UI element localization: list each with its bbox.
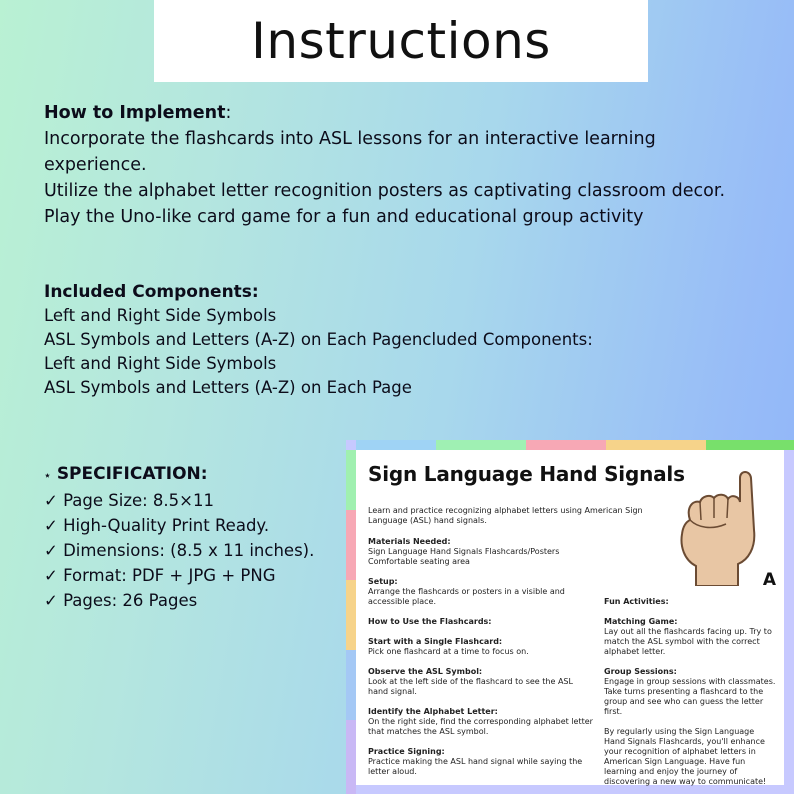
spec-item-format: ✓ Format: PDF + JPG + PNG (44, 566, 276, 585)
flashcard-page (356, 450, 784, 785)
setup-heading: Setup: (368, 577, 398, 586)
frame-stripe (346, 580, 356, 650)
frame-stripe (606, 440, 706, 450)
specification-section (44, 462, 344, 613)
implement-heading-colon: : (225, 103, 232, 123)
included-components-section (44, 280, 784, 400)
identify-block (368, 707, 593, 737)
frame-stripe (526, 440, 606, 450)
specification-heading-line (44, 462, 344, 488)
materials-heading: Materials Needed: (368, 537, 451, 546)
frame-stripe (356, 440, 436, 450)
practice-heading: Practice Signing: (368, 747, 445, 756)
card-title: Sign Language Hand Signals (368, 462, 685, 486)
frame-stripe (346, 650, 356, 720)
setup-block (368, 577, 593, 607)
components-line-4: ASL Symbols and Letters (A-Z) on Each Page (44, 378, 412, 397)
spec-item-page-size: ✓ Page Size: 8.5×11 (44, 491, 214, 510)
star-icon: ⋆ (44, 469, 51, 482)
implement-line-1: Incorporate the flashcards into ASL lessons for an interactive learning (44, 129, 656, 149)
card-intro: Learn and practice recognizing alphabet letters using American Sign Language (ASL) hand signals. (368, 506, 643, 525)
identify-text: On the right side, find the corresponding alphabet letter that matches the ASL symbol. (368, 717, 593, 736)
page-title: Instructions (251, 12, 551, 70)
spec-item-print-ready: ✓ High-Quality Print Ready. (44, 516, 270, 535)
closing-text: By regularly using the Sign Language Hand Signals Flashcards, you'll enhance your recognition of alphabet letters in American Sign Language. Have fun learning and enjoy the journey of discovering a new way to communicate! (604, 727, 767, 786)
howto-heading: How to Use the Flashcards: (368, 617, 492, 626)
matching-text: Lay out all the flashcards facing up. Try to match the ASL symbol with the correct alphabet letter. (604, 627, 772, 656)
start-text: Pick one flashcard at a time to focus on. (368, 647, 529, 656)
closing-block (604, 727, 776, 787)
group-block (604, 667, 776, 717)
flashcard-preview-image (346, 440, 794, 794)
frame-stripe (346, 450, 356, 510)
implement-line-2: experience. (44, 155, 147, 175)
howto-block (368, 617, 593, 627)
matching-block (604, 617, 776, 657)
components-line-1: Left and Right Side Symbols (44, 306, 277, 325)
specification-heading: SPECIFICATION: (56, 464, 208, 484)
frame-stripe (436, 440, 526, 450)
implement-heading: How to Implement (44, 103, 226, 123)
observe-block (368, 667, 593, 697)
identify-heading: Identify the Alphabet Letter: (368, 707, 498, 716)
components-heading: Included Components: (44, 282, 259, 302)
title-banner (154, 0, 648, 82)
practice-block (368, 747, 593, 777)
frame-stripe (346, 510, 356, 580)
start-heading: Start with a Single Flashcard: (368, 637, 503, 646)
components-line-3: Left and Right Side Symbols (44, 354, 277, 373)
components-line-2: ASL Symbols and Letters (A-Z) on Each Pagencluded Components: (44, 330, 593, 349)
implement-heading-line (44, 100, 784, 126)
asl-hand-a-icon (668, 468, 758, 586)
frame-stripe (706, 440, 794, 450)
observe-heading: Observe the ASL Symbol: (368, 667, 483, 676)
materials-item: Sign Language Hand Signals Flashcards/Posters (368, 547, 560, 556)
spec-item-dimensions: ✓ Dimensions: (8.5 x 11 inches). (44, 541, 315, 560)
card-letter: A (762, 570, 776, 590)
group-heading: Group Sessions: (604, 667, 677, 676)
matching-heading: Matching Game: (604, 617, 678, 626)
practice-text: Practice making the ASL hand signal while saying the letter aloud. (368, 757, 583, 776)
observe-text: Look at the left side of the flashcard to see the ASL hand signal. (368, 677, 573, 696)
implement-line-3: Utilize the alphabet letter recognition posters as captivating classroom decor. (44, 181, 726, 201)
setup-text: Arrange the flashcards or posters in a visible and accessible place. (368, 587, 565, 606)
implement-line-4: Play the Uno-like card game for a fun and educational group activity (44, 207, 644, 227)
spec-item-pages: ✓ Pages: 26 Pages (44, 591, 198, 610)
fun-heading: Fun Activities: (604, 597, 669, 606)
materials-block (368, 537, 593, 567)
group-text: Engage in group sessions with classmates. Take turns presenting a flashcard to the group and see who can guess the letter first. (604, 677, 776, 716)
materials-item: Comfortable seating area (368, 557, 470, 566)
card-right-column (604, 597, 776, 794)
start-block (368, 637, 593, 657)
how-to-implement-section (44, 100, 784, 230)
frame-stripe (346, 720, 356, 794)
fun-block (604, 597, 776, 607)
